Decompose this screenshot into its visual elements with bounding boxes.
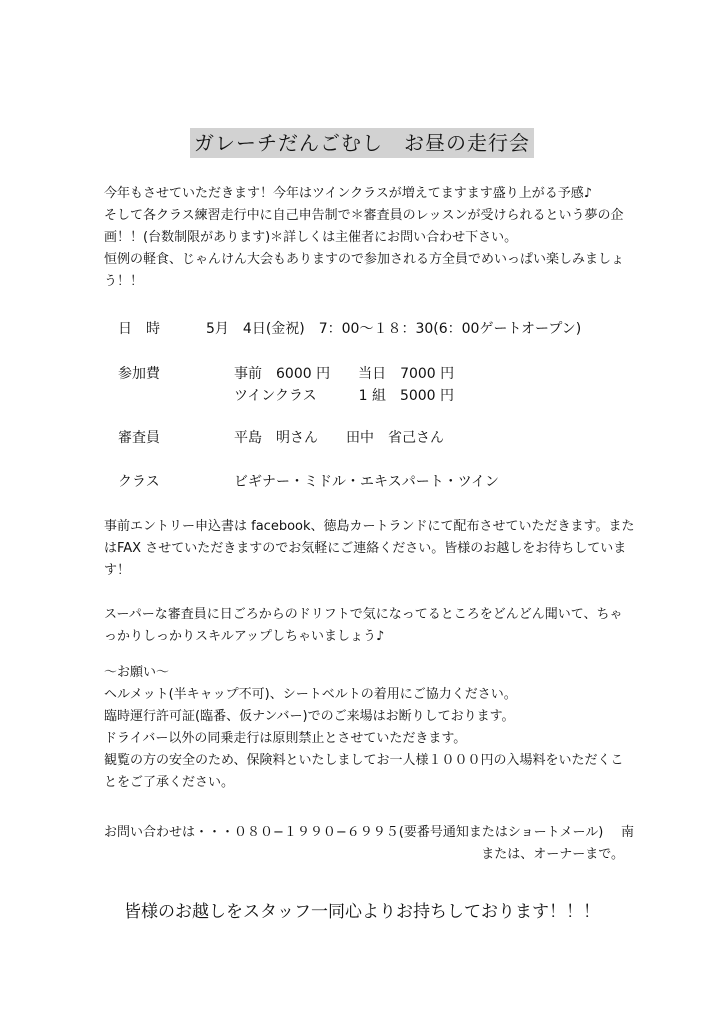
intro-line: 画！！(台数制限があります)＊詳しくは主催者にお問い合わせ下さい。 — [104, 230, 518, 245]
title-container — [0, 128, 724, 158]
rule-item: ドライバー以外の同乗走行は原則禁止とさせていただきます。 — [104, 731, 467, 746]
date-label: 日 時 — [118, 321, 160, 337]
fee-twin-class: ツインクラス 1 組 5000 円 — [234, 388, 455, 404]
event-title: ガレーチだんごむし お昼の走行会 — [190, 128, 534, 158]
contact-line — [104, 822, 634, 844]
class-label: クラス — [118, 474, 160, 490]
contact-name: 南 — [620, 825, 634, 840]
advice-line: スーパーな審査員に日ごろからのドリフトで気になってるところをどんどん聞いて、ちゃ — [104, 607, 623, 622]
closing-message: 皆様のお越しをスタッフ一同心よりお持ちしております！！！ — [124, 902, 600, 922]
judges-label: 審査員 — [118, 430, 160, 446]
rule-item: ヘルメット(半キャップ不可)、シートベルトの着用にご協力ください。 — [104, 687, 517, 702]
contact-section — [104, 822, 634, 866]
intro-line: そして各クラス練習走行中に自己申告制で＊審査員のレッスンが受けられるという夢の企 — [104, 208, 624, 223]
class-value: ビギナー・ミドル・エキスパート・ツイン — [234, 474, 500, 490]
entry-line: はFAX させていただきますのでお気軽にご連絡ください。皆様のお越しをお待ちしていま — [104, 541, 627, 556]
entry-line: す！ — [104, 563, 131, 578]
rule-item: 観覧の方の安全のため、保険料といたしましてお一人様１０００円の入場料をいただくこ — [104, 753, 624, 768]
rule-item: 臨時運行許可証(臨番、仮ナンバー)でのご来場はお断りしております。 — [104, 709, 515, 724]
entry-paragraph — [104, 516, 644, 582]
date-value: 5月 4日(金祝) 7：00〜１８：30(6：00ゲートオープン) — [206, 321, 582, 337]
intro-line: 恒例の軽食、じゃんけん大会もありますので参加される方全員でめいっぱい楽しみましょ — [104, 252, 625, 267]
judges-value: 平島 明さん 田中 省己さん — [234, 430, 444, 446]
intro-line: 今年もさせていただきます！今年はツインクラスが増えてますます盛り上がる予感♪ — [104, 186, 592, 201]
advice-line: っかりしっかりスキルアップしちゃいましょう♪ — [104, 629, 385, 644]
advice-paragraph — [104, 604, 644, 648]
contact-alt: または、オーナーまで。 — [481, 847, 624, 862]
entry-line: 事前エントリー申込書は facebook、徳島カートランドにて配布させていただきます。また — [104, 519, 635, 534]
intro-paragraph — [104, 183, 644, 293]
intro-line: う！！ — [104, 274, 144, 289]
fee-label: 参加費 — [118, 366, 160, 382]
contact-phone-text: お問い合わせは・・・０８０−１９９０−６９９５(要番号通知またはショートメール) — [104, 825, 604, 840]
fee-advance-sameday: 事前 6000 円 当日 7000 円 — [234, 366, 455, 382]
rule-item: とをご了承ください。 — [104, 775, 235, 790]
rules-heading: 〜お願い〜 — [104, 665, 170, 680]
rules-section — [104, 662, 644, 794]
